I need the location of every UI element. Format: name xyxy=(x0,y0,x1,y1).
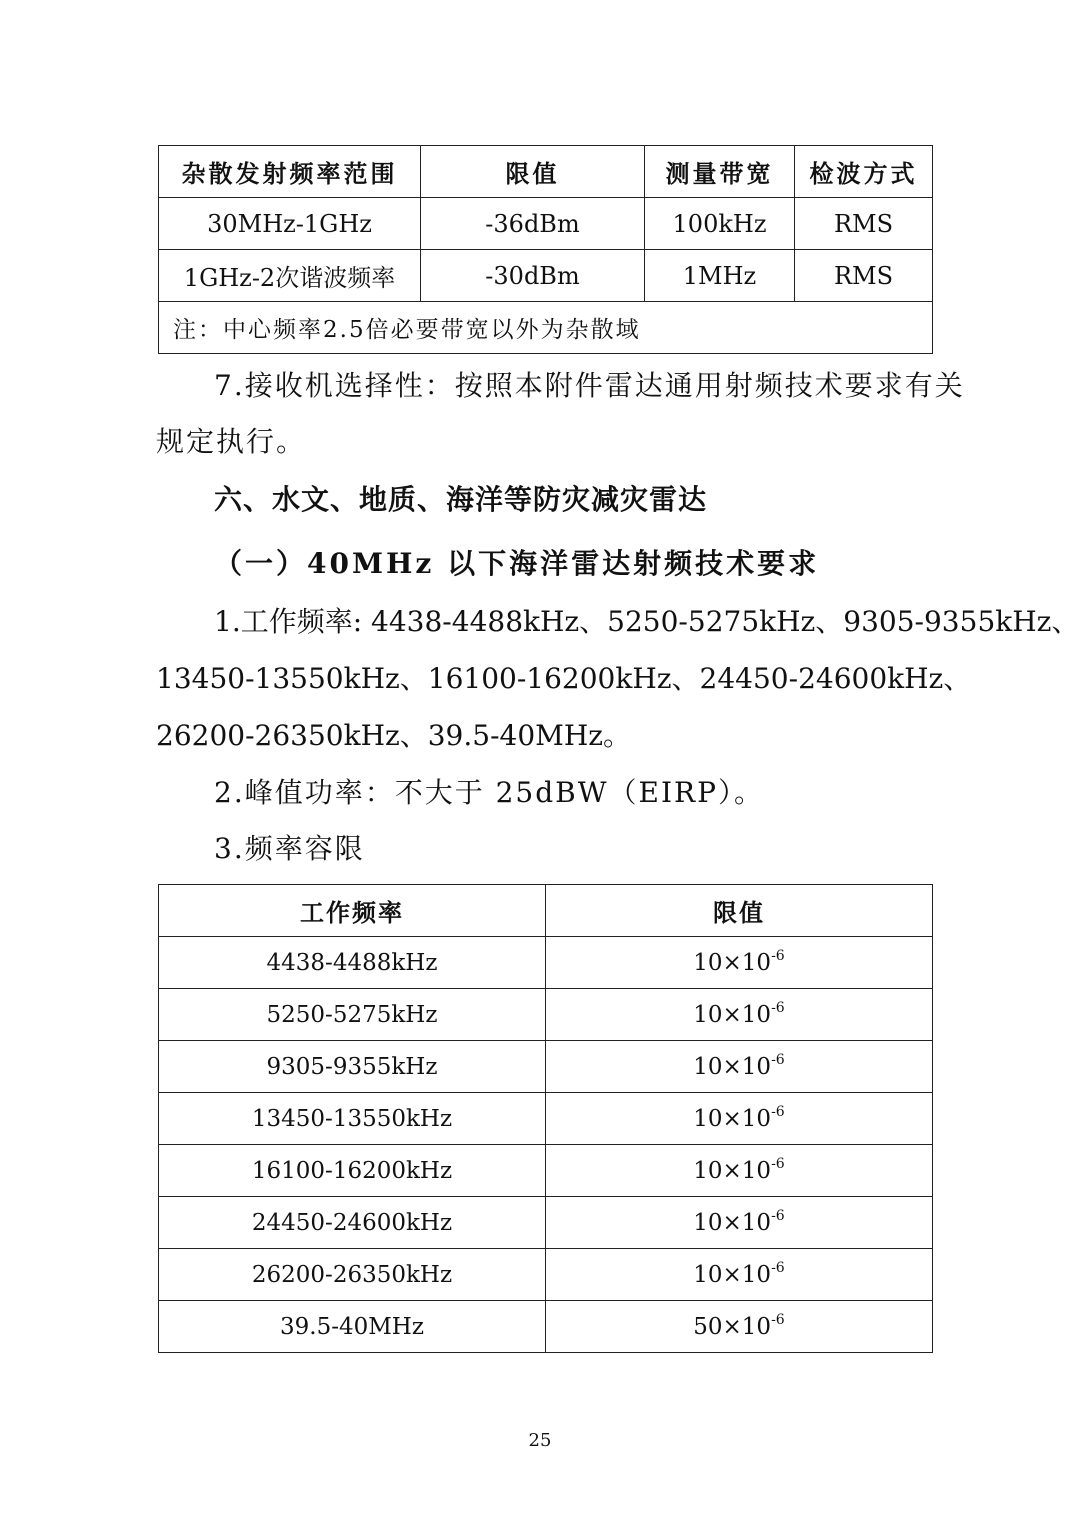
separator: 、 xyxy=(671,662,700,695)
separator: 、 xyxy=(943,662,972,695)
section-title: 六、水文、地质、海洋等防灾减灾雷达 xyxy=(214,483,708,516)
cell-frequency: 5250-5275kHz xyxy=(159,989,546,1041)
cell-limit: $10\times 10^{-6}$ xyxy=(546,1197,933,1249)
cell-frequency: 4438-4488kHz xyxy=(159,937,546,989)
cell-limit: $10\times 10^{-6}$ xyxy=(546,1145,933,1197)
header-measurement-bandwidth: 测量带宽 xyxy=(645,146,795,198)
table-note-row xyxy=(159,302,933,354)
separator: 、 xyxy=(399,662,428,695)
cell-frequency: 13450-13550kHz xyxy=(159,1093,546,1145)
cell-limit: -36dBm xyxy=(421,198,645,250)
cell-frequency: 24450-24600kHz xyxy=(159,1197,546,1249)
table-note: 注：中心频率2.5倍必要带宽以外为杂散域 xyxy=(159,302,933,354)
cell-limit: $10\times 10^{-6}$ xyxy=(546,1093,933,1145)
header-limit: 限值 xyxy=(421,146,645,198)
cell-frequency: 9305-9355kHz xyxy=(159,1041,546,1093)
table-row xyxy=(159,1197,933,1249)
peak-power: 2.峰值功率：不大于 25dBW（EIRP）。 xyxy=(214,776,764,809)
table-row xyxy=(159,1145,933,1197)
subsection-title: （一）40MHz 以下海洋雷达射频技术要求 xyxy=(214,547,820,580)
cell-frequency-range: 30MHz-1GHz xyxy=(159,198,421,250)
frequency-tolerance-title: 3.频率容限 xyxy=(214,832,365,865)
page-number: 25 xyxy=(528,1430,552,1451)
cell-limit: $10\times 10^{-6}$ xyxy=(546,1041,933,1093)
table-row xyxy=(159,1041,933,1093)
frequency-band: 13450-13550kHz xyxy=(156,662,400,695)
cell-bandwidth: 1MHz xyxy=(645,250,795,302)
operating-frequency-line-2 xyxy=(156,651,972,707)
header-limit: 限值 xyxy=(546,885,933,937)
operating-frequency-line-3: 26200-26350kHz、39.5-40MHz。 xyxy=(156,719,632,752)
spurious-emission-table xyxy=(158,145,933,354)
table-row xyxy=(159,1301,933,1353)
frequency-band: 16100-16200kHz xyxy=(427,662,672,695)
operating-frequency-line-1: 1.工作频率: 4438-4488kHz、5250-5275kHz、9305-9355kHz、 xyxy=(214,605,1080,638)
cell-detection: RMS xyxy=(795,250,933,302)
table-header-row xyxy=(159,146,933,198)
cell-frequency-range: 1GHz-2次谐波频率 xyxy=(159,250,421,302)
frequency-band: 24450-24600kHz xyxy=(699,662,944,695)
header-frequency-range: 杂散发射频率范围 xyxy=(159,146,421,198)
table-header-row xyxy=(159,885,933,937)
cell-limit: $50\times 10^{-6}$ xyxy=(546,1301,933,1353)
receiver-selectivity-line-1: 7.接收机选择性：按照本附件雷达通用射频技术要求有关 xyxy=(214,369,965,402)
table-row xyxy=(159,1093,933,1145)
table-row xyxy=(159,937,933,989)
cell-detection: RMS xyxy=(795,198,933,250)
cell-limit: $10\times 10^{-6}$ xyxy=(546,937,933,989)
cell-limit: -30dBm xyxy=(421,250,645,302)
cell-limit: $10\times 10^{-6}$ xyxy=(546,989,933,1041)
receiver-selectivity-line-2: 规定执行。 xyxy=(156,425,307,458)
table-row xyxy=(159,1249,933,1301)
cell-limit: $10\times 10^{-6}$ xyxy=(546,1249,933,1301)
frequency-tolerance-table xyxy=(158,884,933,1353)
cell-frequency: 39.5-40MHz xyxy=(159,1301,546,1353)
cell-bandwidth: 100kHz xyxy=(645,198,795,250)
table-row xyxy=(159,198,933,250)
cell-frequency: 16100-16200kHz xyxy=(159,1145,546,1197)
cell-frequency: 26200-26350kHz xyxy=(159,1249,546,1301)
table-row xyxy=(159,250,933,302)
header-detection-method: 检波方式 xyxy=(795,146,933,198)
table-row xyxy=(159,989,933,1041)
header-operating-frequency: 工作频率 xyxy=(159,885,546,937)
